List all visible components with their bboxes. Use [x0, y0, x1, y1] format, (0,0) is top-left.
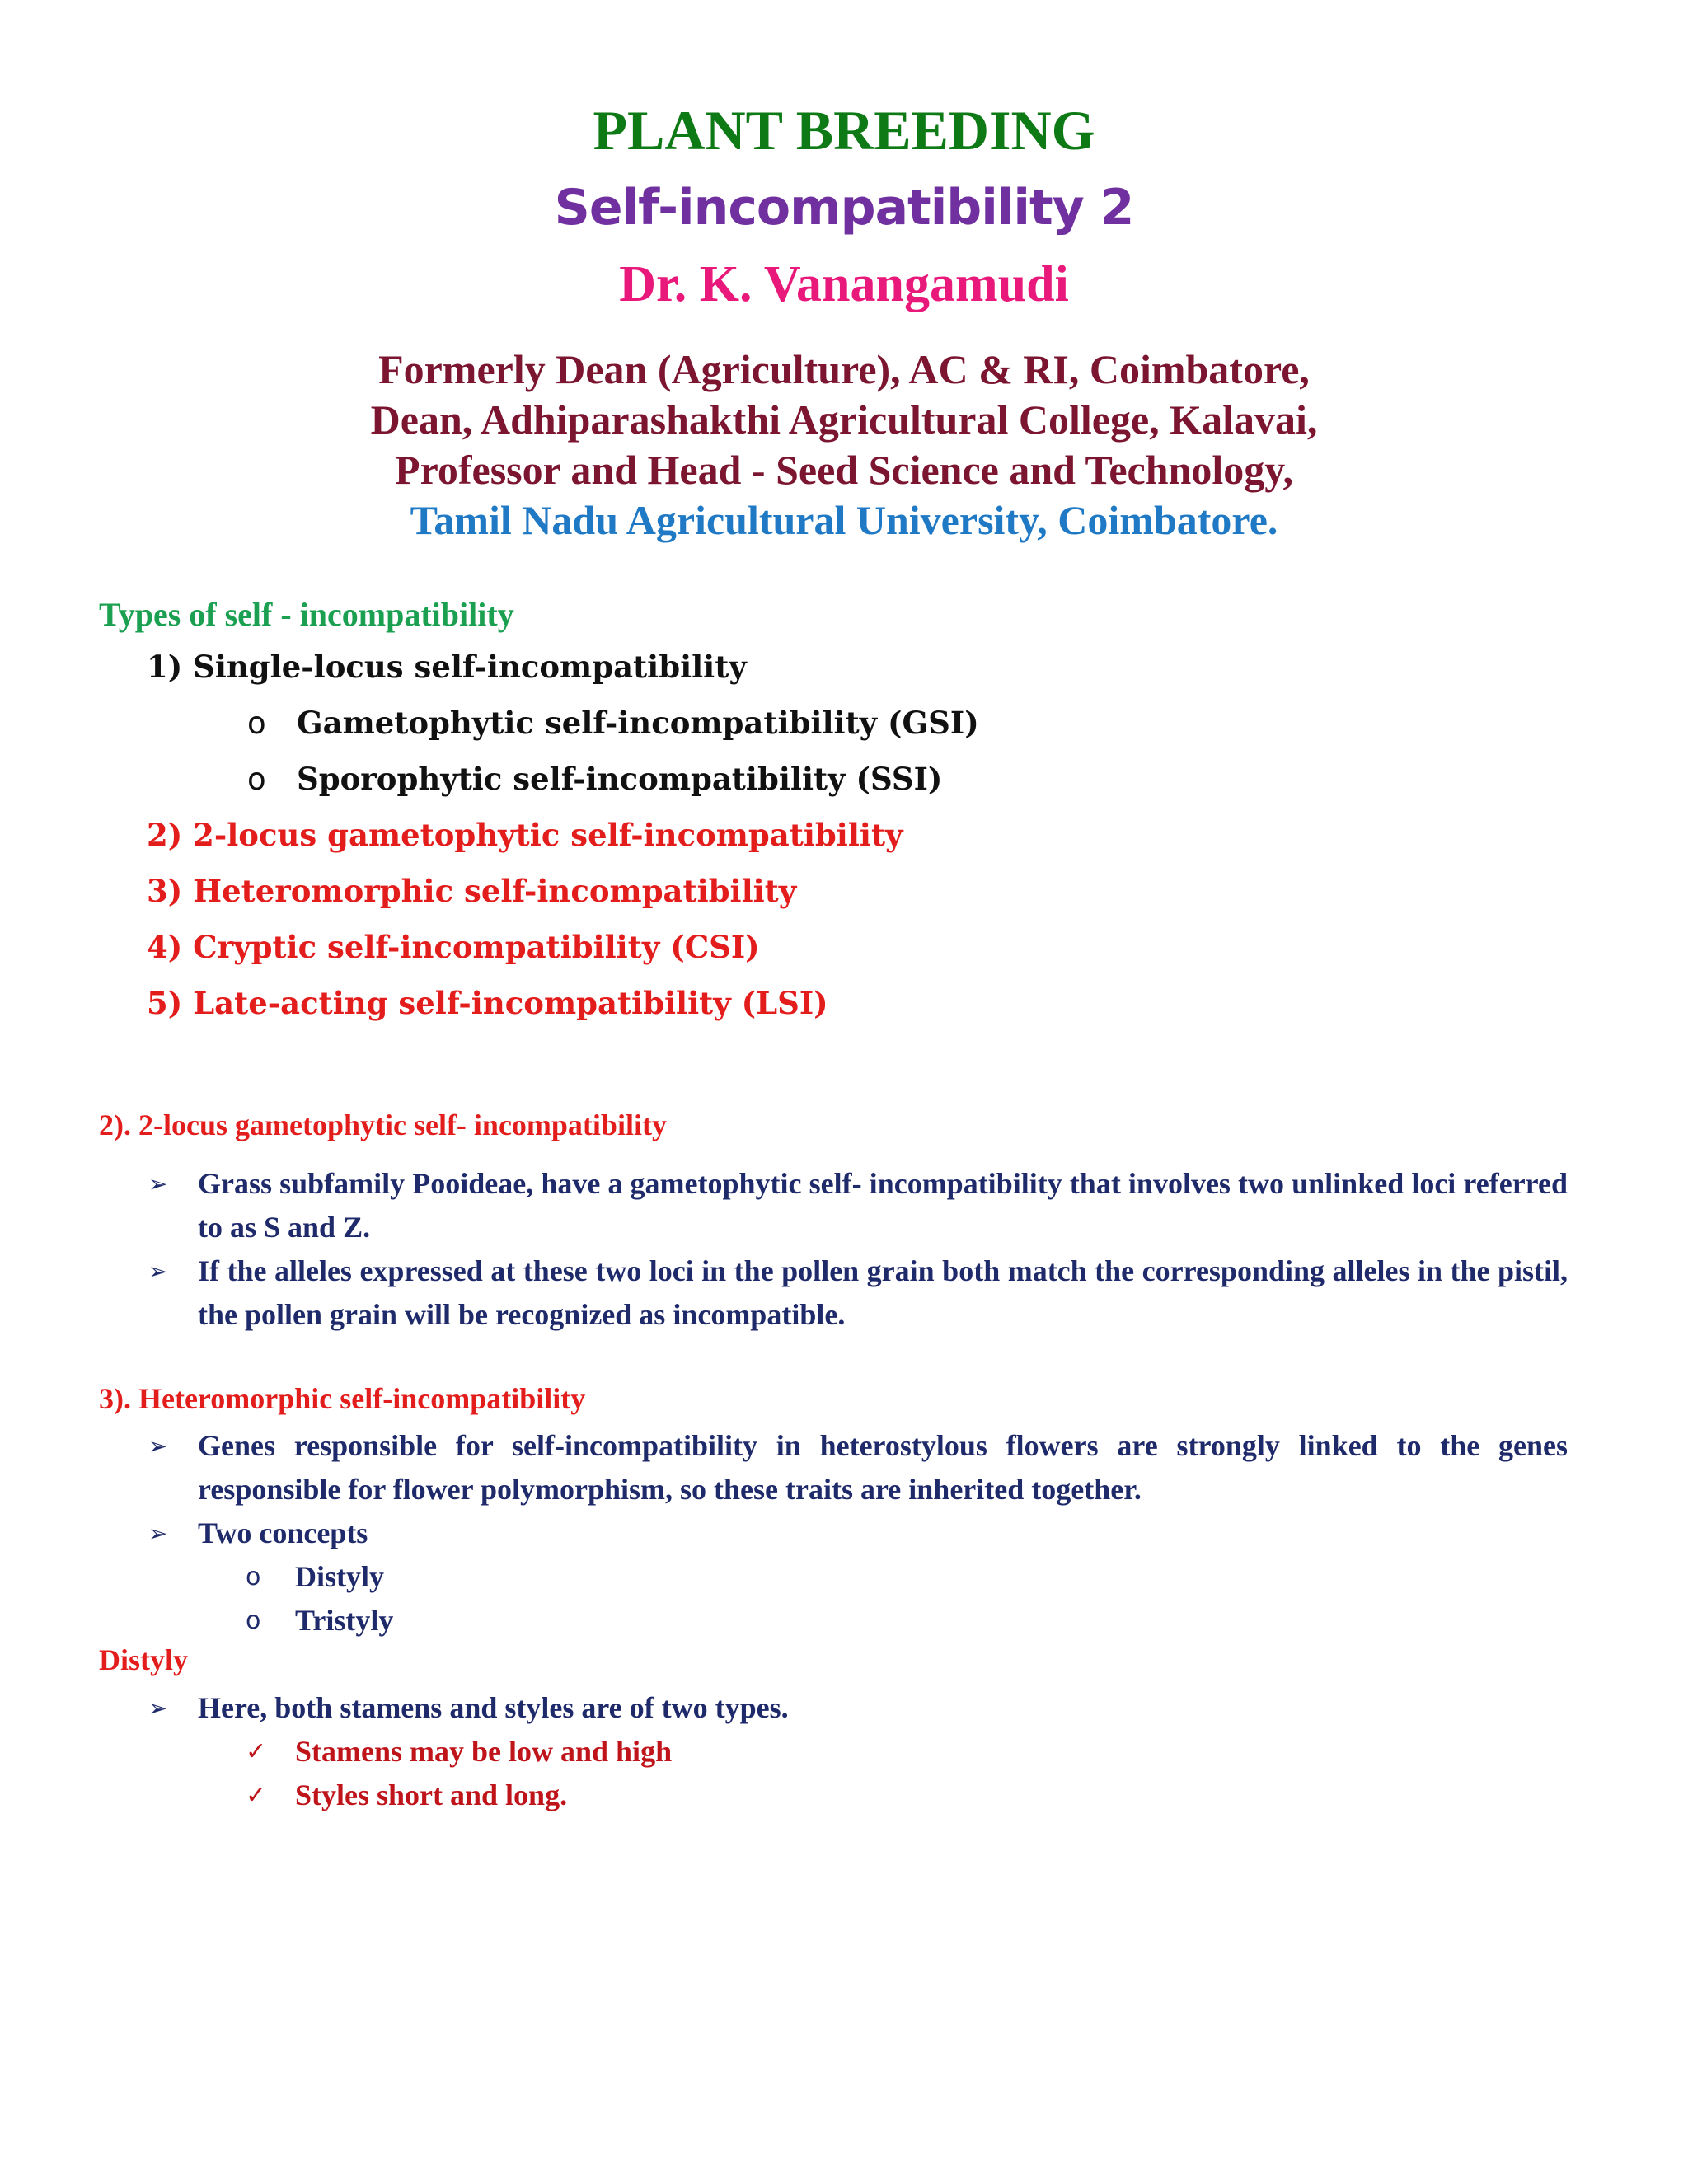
list-item-label: Gametophytic self-incompatibility (GSI) — [297, 705, 979, 741]
check-icon: ✓ — [246, 1781, 267, 1810]
affiliation-line: Dean, Adhiparashakthi Agricultural College, Kalavai, — [370, 396, 1318, 443]
affiliation-line: Professor and Head - Seed Science and Technology, — [395, 447, 1293, 493]
bullet-item — [148, 1511, 1568, 1555]
section-heading: Distyly — [99, 1643, 188, 1676]
circle-bullet-icon: o — [247, 762, 266, 797]
circle-bullet-icon: o — [247, 705, 266, 741]
list-item-label: Styles short and long. — [295, 1779, 568, 1811]
affiliation-line: Formerly Dean (Agriculture), AC & RI, Coimbatore, — [378, 346, 1310, 392]
arrow-bullet-icon: ➢ — [148, 1694, 168, 1722]
circle-bullet-icon: o — [246, 1606, 261, 1635]
bullet-text: Here, both stamens and styles are of two types. — [198, 1691, 789, 1724]
arrow-bullet-icon: ➢ — [148, 1432, 168, 1460]
bullet-text: Grass subfamily Pooideae, have a gametophytic self- incompatibility that involves two unlinked loci referred to as S and Z. — [198, 1167, 1568, 1244]
list-item — [148, 1555, 1550, 1599]
list-item — [148, 1730, 1550, 1774]
section-bullets — [148, 1424, 1568, 1555]
list-item — [148, 1774, 1550, 1817]
list-item: 2) 2-locus gametophytic self-incompatibility — [147, 817, 903, 853]
section-bullets — [148, 1162, 1568, 1337]
list-item-label: Tristyly — [295, 1604, 394, 1637]
author-affiliation — [0, 344, 1688, 546]
list-item: 3) Heteromorphic self-incompatibility — [147, 873, 797, 909]
list-item: 1) Single-locus self-incompatibility — [147, 649, 747, 685]
list-item — [148, 1599, 1550, 1643]
circle-bullet-icon: o — [246, 1563, 261, 1591]
concepts-list — [148, 1555, 1550, 1643]
arrow-bullet-icon: ➢ — [148, 1170, 168, 1197]
types-heading: Types of self - incompatibility — [99, 596, 514, 633]
arrow-bullet-icon: ➢ — [148, 1520, 168, 1547]
bullet-text: If the alleles expressed at these two loci in the pollen grain both match the corresponding alleles in the pistil, the pollen grain will be recognized as incompatible. — [198, 1254, 1568, 1331]
bullet-item — [148, 1249, 1568, 1337]
list-item — [247, 761, 942, 817]
section-heading: 3). Heteromorphic self-incompatibility — [99, 1382, 586, 1415]
list-item-label: Distyly — [295, 1560, 384, 1593]
arrow-bullet-icon: ➢ — [148, 1258, 168, 1285]
list-item: 4) Cryptic self-incompatibility (CSI) — [147, 929, 760, 965]
section-bullets — [148, 1686, 1568, 1730]
document-title: PLANT BREEDING — [593, 99, 1095, 162]
list-item-label: Stamens may be low and high — [295, 1735, 673, 1768]
bullet-text: Two concepts — [198, 1516, 368, 1549]
bullet-text: Genes responsible for self-incompatibility in heterostylous flowers are strongly linked to the genes responsible for flower polymorphism, so these traits are inherited together. — [198, 1429, 1568, 1506]
document-subtitle: Self-incompatibility 2 — [554, 179, 1134, 237]
bullet-item — [148, 1686, 1568, 1730]
list-item: 5) Late-acting self-incompatibility (LSI) — [147, 985, 828, 1021]
check-icon: ✓ — [246, 1737, 267, 1766]
author-name: Dr. K. Vanangamudi — [619, 256, 1069, 312]
checks-list — [148, 1730, 1550, 1817]
section-heading: 2). 2-locus gametophytic self- incompatibility — [99, 1108, 667, 1141]
list-item-label: Sporophytic self-incompatibility (SSI) — [297, 761, 943, 797]
bullet-item — [148, 1162, 1568, 1249]
bullet-item — [148, 1424, 1568, 1511]
affiliation-line: Tamil Nadu Agricultural University, Coimbatore. — [410, 497, 1278, 543]
list-item — [247, 705, 979, 761]
